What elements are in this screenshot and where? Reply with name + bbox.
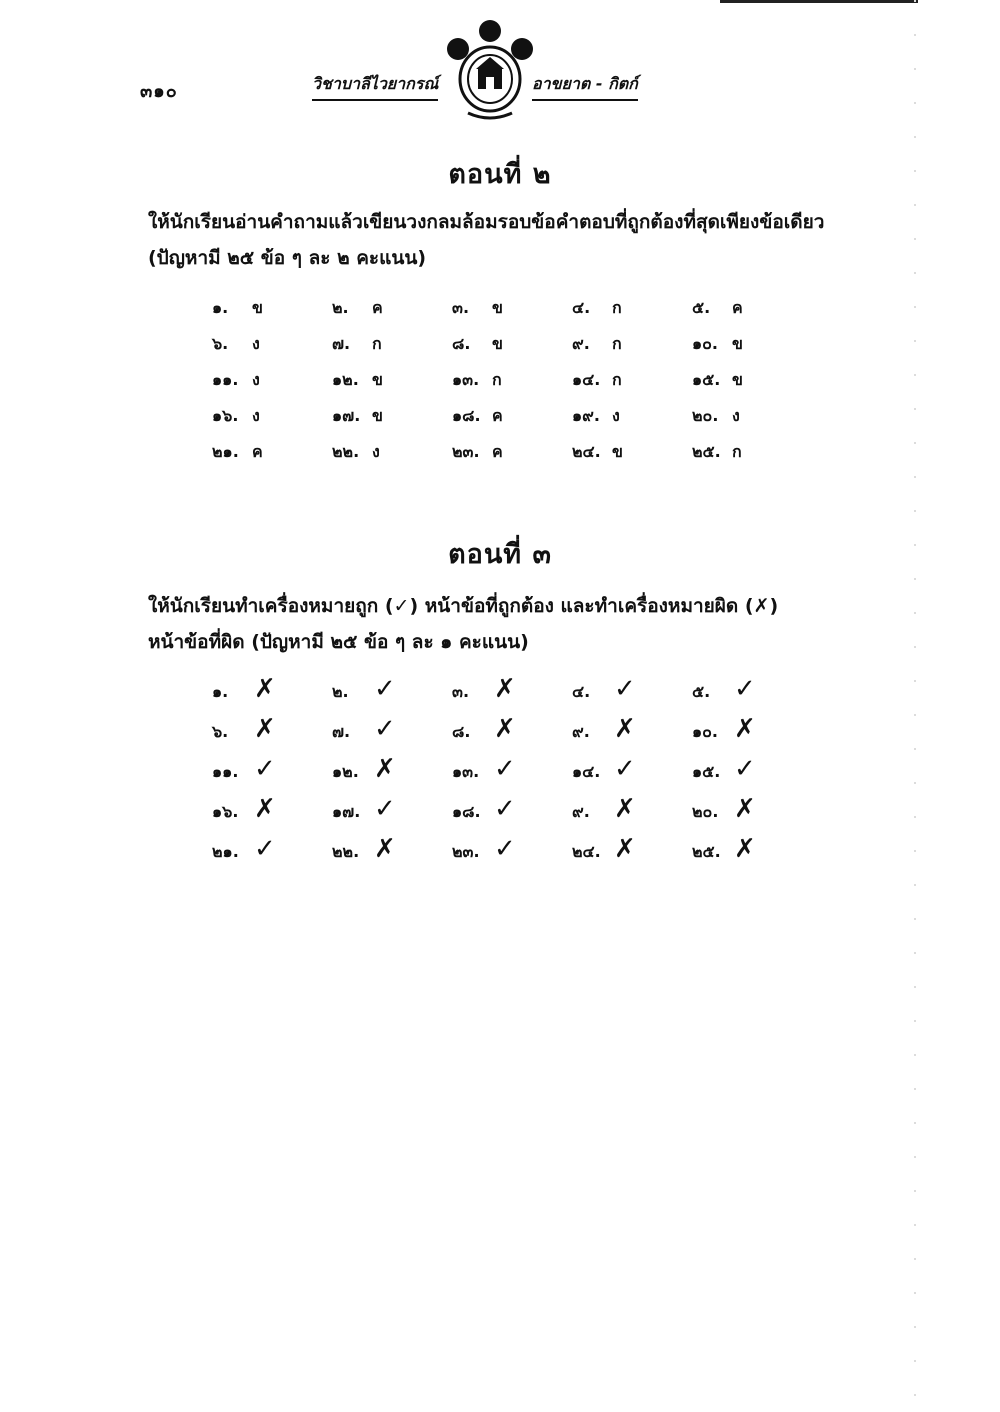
- answer-item: [692, 332, 812, 368]
- answer-number: ๒๐.: [692, 802, 719, 821]
- answer-number: ๑๕.: [692, 370, 721, 389]
- header-subject: วิชาบาลีไวยากรณ์: [312, 72, 438, 101]
- answer-item: [572, 676, 692, 716]
- answer-value: ✓: [614, 754, 636, 784]
- answer-value: ข: [732, 334, 743, 353]
- answer-item: [212, 756, 332, 796]
- answer-number: ๑๑.: [212, 762, 239, 781]
- section2-instruction-line1: ให้นักเรียนอ่านคำถามแล้วเขียนวงกลมล้อมรอบข้อคำตอบที่ถูกต้องที่สุดเพียงข้อเดียว: [148, 211, 825, 233]
- answer-value: ✓: [494, 834, 516, 864]
- answer-number: ๙.: [572, 722, 590, 741]
- school-emblem-icon: [440, 17, 540, 127]
- answer-item: [692, 404, 812, 440]
- answer-number: ๙.: [572, 334, 590, 353]
- answer-value: ก: [612, 298, 622, 317]
- answer-number: ๑๓.: [452, 762, 480, 781]
- answer-item: [332, 332, 452, 368]
- page-header: [140, 62, 860, 132]
- answer-value: ข: [372, 370, 383, 389]
- answer-value: ค: [492, 406, 503, 425]
- answer-value: ✗: [374, 754, 396, 784]
- answer-value: ✗: [494, 674, 516, 704]
- answer-item: [572, 332, 692, 368]
- answer-item: [572, 440, 692, 476]
- answer-value: ข: [492, 334, 503, 353]
- answer-number: ๑๑.: [212, 370, 239, 389]
- answer-item: [332, 716, 452, 756]
- header-topic: อาขยาต - กิตก์: [532, 72, 638, 101]
- answer-item: [212, 368, 332, 404]
- answer-item: [692, 716, 812, 756]
- answer-number: ๑๓.: [452, 370, 480, 389]
- answer-item: [452, 404, 572, 440]
- answer-number: ๗.: [332, 334, 351, 353]
- answer-value: ✓: [254, 754, 276, 784]
- answer-number: ๒๓.: [452, 842, 480, 861]
- answer-item: [452, 756, 572, 796]
- answer-item: [692, 676, 812, 716]
- answer-item: [452, 368, 572, 404]
- answer-item: [572, 796, 692, 836]
- answer-value: ✓: [494, 794, 516, 824]
- answer-item: [212, 716, 332, 756]
- answer-item: [692, 796, 812, 836]
- answer-item: [332, 404, 452, 440]
- answer-number: ๖.: [212, 722, 229, 741]
- answer-value: ✓: [374, 674, 396, 704]
- answer-item: [452, 796, 572, 836]
- answer-number: ๒.: [332, 682, 349, 701]
- answer-item: [332, 676, 452, 716]
- answer-item: [212, 404, 332, 440]
- answer-number: ๒๔.: [572, 842, 601, 861]
- section3-instruction-line1: ให้นักเรียนทำเครื่องหมายถูก (✓) หน้าข้อที่ถูกต้อง และทำเครื่องหมายผิด (✗): [148, 595, 779, 617]
- answer-value: ✗: [734, 834, 756, 864]
- answer-number: ๗.: [332, 722, 351, 741]
- answer-value: ✗: [494, 714, 516, 744]
- answer-number: ๒๓.: [452, 442, 480, 461]
- answer-value: ข: [372, 406, 383, 425]
- answer-item: [332, 756, 452, 796]
- answer-item: [572, 368, 692, 404]
- section3-instruction: [148, 588, 868, 660]
- section3-answer-grid: [212, 676, 812, 876]
- answer-item: [572, 756, 692, 796]
- answer-item: [692, 440, 812, 476]
- answer-number: ๘.: [452, 334, 471, 353]
- answer-number: ๑๙.: [572, 406, 600, 425]
- answer-item: [452, 716, 572, 756]
- answer-number: ๒๒.: [332, 442, 360, 461]
- answer-value: ✗: [374, 834, 396, 864]
- answer-value: ✗: [734, 794, 756, 824]
- answer-value: ง: [372, 442, 380, 461]
- answer-number: ๒๐.: [692, 406, 719, 425]
- answer-item: [452, 440, 572, 476]
- answer-value: ค: [252, 442, 263, 461]
- answer-value: ข: [732, 370, 743, 389]
- answer-item: [212, 332, 332, 368]
- answer-item: [332, 296, 452, 332]
- answer-value: ✓: [374, 794, 396, 824]
- answer-item: [452, 296, 572, 332]
- answer-value: ก: [612, 370, 622, 389]
- top-edge-rule: [720, 0, 918, 3]
- answer-item: [332, 368, 452, 404]
- answer-number: ๓.: [452, 682, 470, 701]
- answer-item: [212, 676, 332, 716]
- answer-number: ๔.: [572, 298, 591, 317]
- answer-item: [572, 836, 692, 876]
- answer-value: ✗: [614, 834, 636, 864]
- answer-item: [212, 440, 332, 476]
- answer-number: ๒๑.: [212, 442, 239, 461]
- answer-item: [692, 836, 812, 876]
- answer-item: [332, 836, 452, 876]
- answer-item: [212, 836, 332, 876]
- answer-value: ค: [492, 442, 503, 461]
- answer-number: ๘.: [452, 722, 471, 741]
- answer-value: ก: [612, 334, 622, 353]
- answer-item: [452, 676, 572, 716]
- answer-value: ข: [492, 298, 503, 317]
- answer-number: ๒๒.: [332, 842, 360, 861]
- answer-item: [692, 296, 812, 332]
- answer-value: ก: [492, 370, 502, 389]
- answer-number: ๑๖.: [212, 406, 239, 425]
- answer-value: ง: [732, 406, 740, 425]
- answer-number: ๒๕.: [692, 842, 721, 861]
- answer-number: ๑๔.: [572, 370, 601, 389]
- answer-value: ✓: [734, 674, 756, 704]
- answer-value: ง: [252, 370, 260, 389]
- answer-value: ✗: [614, 794, 636, 824]
- answer-number: ๑๕.: [692, 762, 721, 781]
- answer-value: ✓: [494, 754, 516, 784]
- answer-value: ข: [252, 298, 263, 317]
- answer-number: ๒.: [332, 298, 349, 317]
- answer-value: ✗: [254, 794, 276, 824]
- answer-value: ค: [732, 298, 743, 317]
- answer-number: ๑๘.: [452, 802, 481, 821]
- answer-value: ✓: [254, 834, 276, 864]
- section2-title: ตอนที่ ๒: [448, 159, 552, 190]
- answer-number: ๑๐.: [692, 334, 718, 353]
- answer-number: ๔.: [572, 682, 591, 701]
- answer-number: ๑๖.: [212, 802, 239, 821]
- answer-item: [692, 756, 812, 796]
- answer-number: ๑๐.: [692, 722, 718, 741]
- answer-number: ๓.: [452, 298, 470, 317]
- answer-number: ๑๒.: [332, 762, 359, 781]
- answer-item: [692, 368, 812, 404]
- section2-instruction: [148, 204, 868, 276]
- answer-value: ง: [252, 334, 260, 353]
- answer-value: ✗: [254, 674, 276, 704]
- answer-item: [452, 836, 572, 876]
- answer-value: ง: [612, 406, 620, 425]
- page-number: ๓๑๐: [140, 81, 178, 102]
- answer-value: ✗: [734, 714, 756, 744]
- answer-value: ✓: [374, 714, 396, 744]
- answer-number: ๒๕.: [692, 442, 721, 461]
- answer-item: [332, 440, 452, 476]
- answer-value: ✗: [254, 714, 276, 744]
- answer-item: [212, 796, 332, 836]
- answer-value: ข: [612, 442, 623, 461]
- answer-item: [572, 296, 692, 332]
- answer-value: ค: [372, 298, 383, 317]
- answer-number: ๕.: [692, 682, 711, 701]
- answer-number: ๑๘.: [452, 406, 481, 425]
- answer-number: ๑.: [212, 298, 229, 317]
- section2-instruction-line2: (ปัญหามี ๒๕ ข้อ ๆ ละ ๒ คะแนน): [148, 247, 427, 269]
- answer-value: ก: [732, 442, 742, 461]
- section3-instruction-line2: หน้าข้อที่ผิด (ปัญหามี ๒๕ ข้อ ๆ ละ ๑ คะแนน): [148, 631, 529, 653]
- answer-number: ๕.: [692, 298, 711, 317]
- answer-number: ๑๒.: [332, 370, 359, 389]
- answer-number: ๑๗.: [332, 406, 361, 425]
- answer-item: [212, 296, 332, 332]
- answer-number: ๙.: [572, 802, 590, 821]
- answer-number: ๖.: [212, 334, 229, 353]
- answer-value: ✗: [614, 714, 636, 744]
- answer-value: ✓: [614, 674, 636, 704]
- answer-item: [572, 404, 692, 440]
- answer-number: ๒๔.: [572, 442, 601, 461]
- answer-value: ✓: [734, 754, 756, 784]
- answer-item: [572, 716, 692, 756]
- answer-value: ง: [252, 406, 260, 425]
- section3-title: ตอนที่ ๓: [448, 539, 552, 570]
- answer-item: [452, 332, 572, 368]
- scan-edge-marks: [914, 0, 916, 1412]
- answer-number: ๑.: [212, 682, 229, 701]
- answer-item: [332, 796, 452, 836]
- section2-answer-grid: [212, 296, 812, 476]
- answer-number: ๑๔.: [572, 762, 601, 781]
- answer-number: ๑๗.: [332, 802, 361, 821]
- answer-number: ๒๑.: [212, 842, 239, 861]
- answer-value: ก: [372, 334, 382, 353]
